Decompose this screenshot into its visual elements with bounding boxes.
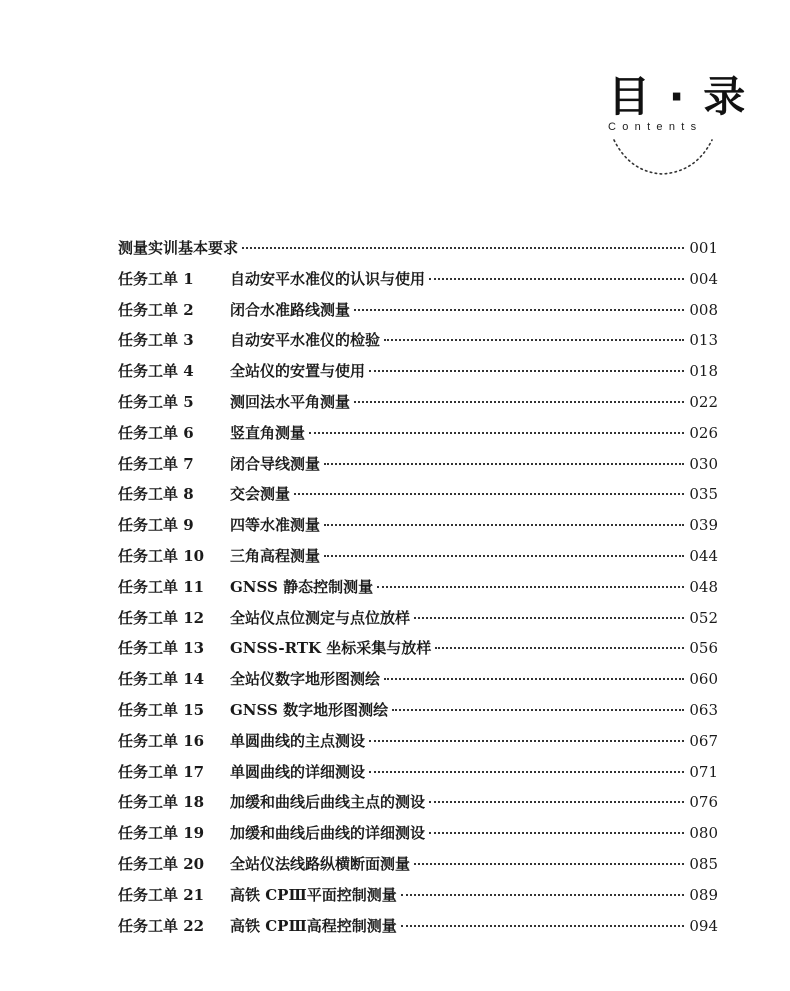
toc-entry-label: 任务工单 12: [118, 608, 205, 627]
toc-entry-label: 任务工单 18: [118, 793, 205, 812]
toc-entry-label: 任务工单 10: [118, 546, 205, 565]
toc-entry-title: 单圆曲线的详细测设: [230, 762, 366, 781]
toc-entry-page: 080: [689, 824, 718, 843]
dot-leader: [377, 586, 684, 588]
toc-entry-page: 071: [689, 762, 718, 781]
toc-entry[interactable]: [118, 479, 718, 510]
toc-entry-page: 035: [689, 485, 718, 504]
toc-entry-label: 任务工单 22: [118, 916, 205, 935]
toc-entry[interactable]: [118, 726, 718, 757]
toc-entry[interactable]: [118, 449, 718, 480]
dot-leader: [401, 925, 684, 927]
dot-leader: [414, 617, 684, 619]
table-of-contents: [118, 233, 718, 941]
dot-leader: [414, 863, 684, 865]
toc-header: [600, 72, 748, 182]
toc-entry[interactable]: [118, 356, 718, 387]
dot-leader: [294, 493, 684, 495]
toc-entry[interactable]: [118, 418, 718, 449]
dot-leader: [429, 278, 684, 280]
toc-entry[interactable]: [118, 541, 718, 572]
toc-entry-title: 加缓和曲线后曲线的详细测设: [230, 824, 426, 843]
toc-entry-page: 004: [689, 269, 718, 288]
toc-entry-title: 高铁 CPⅢ高程控制测量: [230, 916, 397, 935]
toc-entry-label: 任务工单 5: [118, 392, 194, 411]
dot-leader: [369, 740, 684, 742]
toc-entry-page: 067: [689, 731, 718, 750]
toc-entry-page: 008: [689, 300, 718, 319]
decorative-dotted-arc: [600, 132, 725, 182]
toc-entry-label: 任务工单 7: [118, 454, 194, 473]
toc-entry-page: 056: [689, 639, 718, 658]
toc-entry-label: 任务工单 13: [118, 639, 205, 658]
toc-entry[interactable]: [118, 880, 718, 911]
toc-entry-page: 048: [689, 577, 718, 596]
toc-entry-label: 任务工单 19: [118, 824, 205, 843]
toc-entry-title: 单圆曲线的主点测设: [230, 731, 366, 750]
toc-entry-title: 竖直角测量: [230, 423, 306, 442]
dot-leader: [324, 463, 684, 465]
toc-entry[interactable]: [118, 818, 718, 849]
toc-entry-title: 四等水准测量: [230, 516, 321, 535]
toc-entry[interactable]: [118, 233, 718, 264]
dot-leader: [429, 801, 684, 803]
toc-entry-title: 全站仪法线路纵横断面测量: [230, 854, 411, 873]
toc-entry[interactable]: [118, 911, 718, 942]
toc-entry-label: 任务工单 8: [118, 485, 194, 504]
dot-leader: [324, 524, 684, 526]
toc-entry[interactable]: [118, 787, 718, 818]
toc-entry-page: 030: [689, 454, 718, 473]
toc-entry[interactable]: [118, 757, 718, 788]
toc-entry-title: GNSS 静态控制测量: [230, 577, 374, 596]
toc-entry-label: 任务工单 2: [118, 300, 194, 319]
toc-entry[interactable]: [118, 603, 718, 634]
dot-leader: [354, 401, 684, 403]
toc-entry-title: GNSS 数字地形图测绘: [230, 700, 389, 719]
toc-entry-page: 060: [689, 670, 718, 689]
toc-entry-label: 任务工单 6: [118, 423, 194, 442]
toc-entry-page: 089: [689, 885, 718, 904]
dot-leader: [429, 832, 684, 834]
toc-entry-label: 任务工单 20: [118, 854, 205, 873]
toc-entry-title: 测量实训基本要求: [118, 239, 239, 257]
toc-entry-title: 自动安平水准仪的认识与使用: [230, 269, 426, 288]
toc-entry-page: 026: [689, 423, 718, 442]
toc-entry[interactable]: [118, 572, 718, 603]
dot-leader: [242, 247, 684, 249]
dot-leader: [309, 432, 684, 434]
dot-leader: [324, 555, 684, 557]
dot-leader: [392, 709, 684, 711]
toc-entry[interactable]: [118, 695, 718, 726]
toc-entry-title: 加缓和曲线后曲线主点的测设: [230, 793, 426, 812]
toc-entry[interactable]: [118, 510, 718, 541]
toc-entry-page: 076: [689, 793, 718, 812]
toc-entry-page: 085: [689, 854, 718, 873]
page-subtitle: Contents: [608, 121, 703, 133]
toc-entry-title: 闭合水准路线测量: [230, 300, 351, 319]
toc-entry[interactable]: [118, 264, 718, 295]
toc-entry-title: 全站仪数字地形图测绘: [230, 670, 381, 689]
toc-entry-title: 测回法水平角测量: [230, 392, 351, 411]
toc-entry-label: 任务工单 15: [118, 700, 205, 719]
toc-entry[interactable]: [118, 849, 718, 880]
toc-entry-page: 013: [689, 331, 718, 350]
toc-entry[interactable]: [118, 664, 718, 695]
dot-leader: [435, 647, 684, 649]
toc-entry-title: GNSS-RTK 坐标采集与放样: [230, 639, 432, 658]
toc-entry-page: 022: [689, 392, 718, 411]
dot-leader: [384, 339, 684, 341]
toc-entry-page: 094: [689, 916, 718, 935]
toc-entry[interactable]: [118, 633, 718, 664]
toc-entry-label: 任务工单 17: [118, 762, 205, 781]
toc-entry-page: 052: [689, 608, 718, 627]
toc-entry-page: 039: [689, 516, 718, 535]
toc-entry-page: 018: [689, 362, 718, 381]
dot-leader: [401, 894, 684, 896]
dot-leader: [369, 771, 684, 773]
page-title: 目 · 录: [608, 72, 748, 121]
toc-entry-label: 任务工单 21: [118, 885, 205, 904]
toc-entry-label: 任务工单 11: [118, 577, 205, 596]
dot-leader: [384, 678, 684, 680]
toc-entry-label: 任务工单 3: [118, 331, 194, 350]
toc-entry-title: 交会测量: [230, 485, 291, 504]
dot-leader: [369, 370, 684, 372]
toc-entry[interactable]: [118, 387, 718, 418]
toc-entry-title: 高铁 CPⅢ平面控制测量: [230, 885, 397, 904]
toc-entry-title: 三角高程测量: [230, 546, 321, 565]
toc-entry-title: 自动安平水准仪的检验: [230, 331, 381, 350]
toc-entry-label: 任务工单 16: [118, 731, 205, 750]
toc-entry-label: 任务工单 9: [118, 516, 194, 535]
dot-leader: [354, 309, 684, 311]
toc-entry[interactable]: [118, 325, 718, 356]
toc-entry-title: 全站仪的安置与使用: [230, 362, 366, 381]
toc-entry-title: 闭合导线测量: [230, 454, 321, 473]
toc-entry-page: 063: [689, 700, 718, 719]
toc-entry-label: 任务工单 1: [118, 269, 194, 288]
toc-entry-label: 任务工单 4: [118, 362, 194, 381]
toc-entry-title: 全站仪点位测定与点位放样: [230, 608, 411, 627]
toc-entry-page: 044: [689, 546, 718, 565]
toc-entry[interactable]: [118, 295, 718, 326]
toc-entry-label: 任务工单 14: [118, 670, 205, 689]
toc-entry-page: 001: [689, 239, 718, 257]
